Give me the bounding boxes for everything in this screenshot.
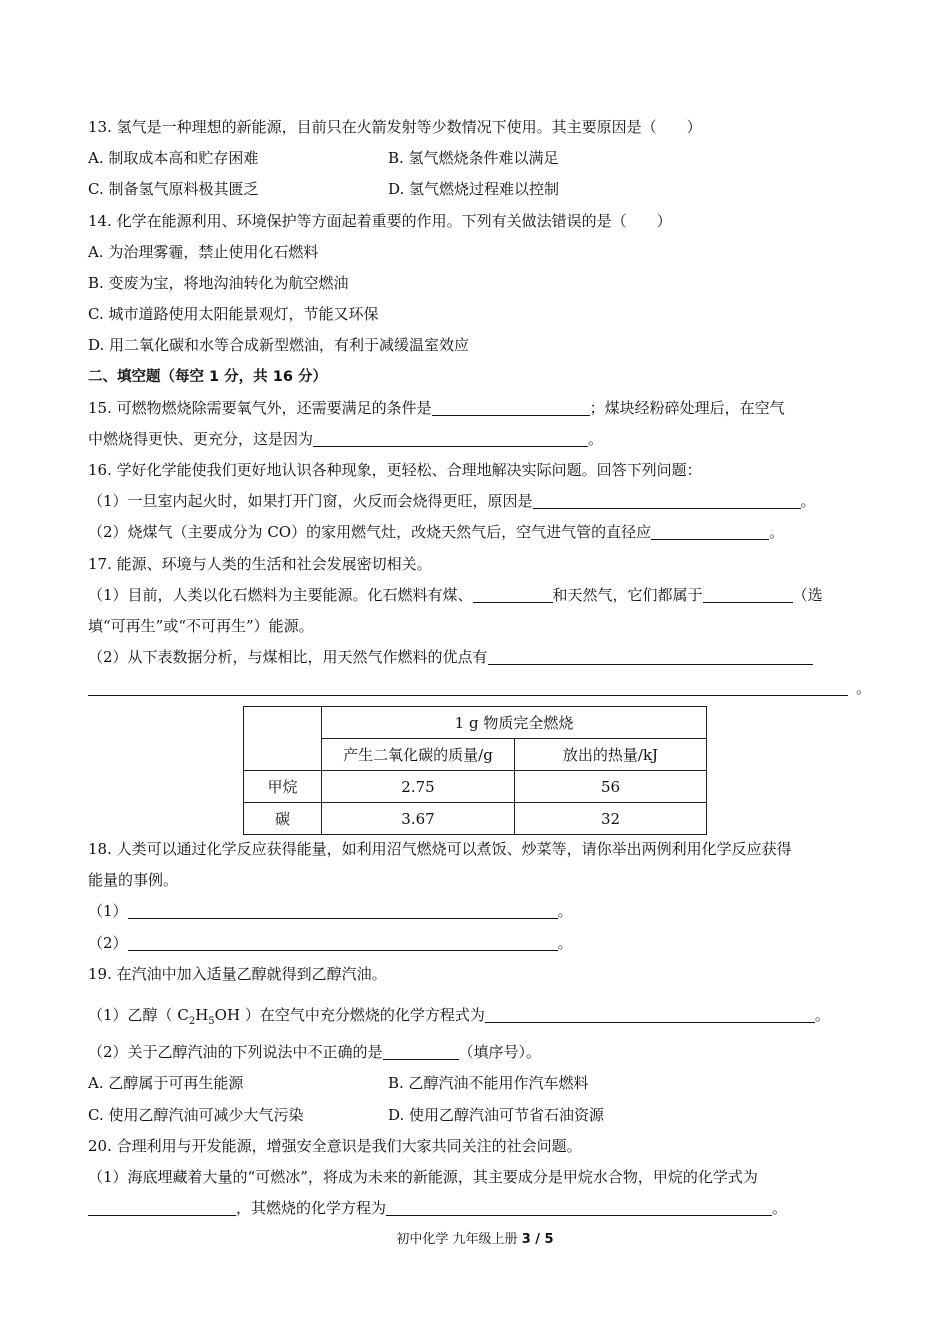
row-label: 甲烷	[244, 771, 322, 803]
option-c: C. 城市道路使用太阳能景观灯，节能又环保	[88, 305, 379, 324]
answer-blank[interactable]	[473, 584, 553, 603]
cell-co2: 2.75	[322, 771, 515, 803]
question-19-part-1-text: （1）乙醇（	[88, 1005, 173, 1024]
option-c: C. 制备氢气原料极其匮乏	[88, 180, 259, 199]
question-20-part-1-end: 。	[772, 1199, 788, 1218]
question-19-part-2-text-2: （填序号）。	[458, 1043, 542, 1062]
table-row	[244, 803, 707, 835]
question-20-part-1-cont	[88, 1193, 868, 1224]
question-15-text-2: ；煤块经粉碎处理后，在空气	[589, 398, 785, 417]
question-17-part-2	[88, 642, 868, 673]
part-end: 。	[557, 933, 573, 952]
cell-heat: 32	[515, 803, 707, 835]
question-15-text-3: 中燃烧得更快、更充分，这是因为	[88, 429, 314, 448]
question-17-part-2-text: （2）从下表数据分析，与煤相比，用天然气作燃料的优点有	[88, 648, 488, 667]
option-b: B. 乙醇汽油不能用作汽车燃料	[388, 1074, 589, 1093]
question-19-part-2-text: （2）关于乙醇汽油的下列说法中不正确的是	[88, 1043, 383, 1062]
answer-blank[interactable]	[128, 932, 558, 951]
question-17-part-2-cont	[88, 673, 872, 704]
cell-heat: 56	[515, 771, 707, 803]
row-label: 碳	[244, 803, 322, 835]
cell-co2: 3.67	[322, 803, 515, 835]
question-13-options-row-1	[88, 143, 868, 174]
question-19-options-row-2	[88, 1100, 868, 1131]
answer-blank[interactable]	[88, 1197, 236, 1216]
answer-blank[interactable]	[313, 428, 588, 447]
option-d: D. 使用乙醇汽油可节省石油资源	[388, 1105, 605, 1124]
formula-h: H	[195, 1005, 209, 1024]
option-b: B. 变废为宝，将地沟油转化为航空燃油	[88, 273, 349, 292]
option-a: A. 为治理雾霾，禁止使用化石燃料	[88, 242, 319, 261]
question-15-line-1	[88, 393, 868, 424]
question-15-text-1: 15. 可燃物燃烧除需要氧气外，还需要满足的条件是	[88, 398, 432, 417]
question-14-stem: 14. 化学在能源利用、环境保护等方面起着重要的作用。下列有关做法错误的是（ ）	[88, 211, 672, 230]
formula-sub-2: 2	[188, 1015, 196, 1027]
question-13-stem: 13. 氢气是一种理想的新能源，目前只在火箭发射等少数情况下使用。其主要原因是（ ）	[88, 118, 702, 136]
question-17-part-1-cont: 填“可再生”或“不可再生”）能源。	[88, 617, 314, 635]
option-a: A. 乙醇属于可再生能源	[88, 1074, 244, 1093]
question-18-part-2	[88, 928, 868, 959]
question-16-stem: 16. 学好化学能使我们更好地认识各种现象，更轻松、合理地解决实际问题。回答下列问题：	[88, 461, 702, 480]
question-16-part-1-text: （1）一旦室内起火时，如果打开门窗，火反而会烧得更旺，原因是	[88, 492, 533, 511]
answer-blank[interactable]	[488, 646, 813, 665]
page-number: 3 / 5	[521, 1232, 554, 1247]
combustion-data-table	[243, 706, 707, 835]
answer-blank[interactable]	[651, 521, 769, 540]
question-16-part-2	[88, 517, 868, 548]
question-18-line-1: 18. 人类可以通过化学反应获得能量，如利用沼气燃烧可以煮饭、炒菜等，请你举出两例利用化学反应获得	[88, 840, 792, 858]
question-19-part-2	[88, 1037, 868, 1068]
question-19-part-1-end: 。	[814, 1005, 830, 1024]
formula-oh: OH	[214, 1005, 241, 1024]
question-16-part-2-end: 。	[769, 523, 785, 542]
formula-c: C	[177, 1005, 189, 1024]
section-2-heading: 二、填空题（每空 1 分，共 16 分）	[88, 368, 327, 385]
question-16-part-1	[88, 486, 868, 517]
question-19-part-1	[88, 1000, 868, 1031]
answer-blank[interactable]	[383, 1041, 459, 1060]
question-19-stem: 19. 在汽油中加入适量乙醇就得到乙醇汽油。	[88, 964, 387, 983]
question-15-line-2	[88, 424, 868, 455]
option-d: D. 氢气燃烧过程难以控制	[388, 180, 560, 199]
question-18-line-2: 能量的事例。	[88, 871, 179, 890]
part-label: （2）	[88, 933, 128, 952]
answer-blank[interactable]	[533, 490, 801, 509]
question-20-part-1-text: ，其燃烧的化学方程为	[236, 1199, 387, 1218]
question-17-part-2-end: 。	[856, 679, 872, 698]
part-label: （1）	[88, 902, 128, 921]
question-18-part-1	[88, 896, 868, 927]
exam-page-lower	[88, 834, 868, 1224]
question-17-part-1-text-2: 和天然气，它们都属于	[552, 585, 703, 604]
table-group-header: 1 g 物质完全燃烧	[322, 707, 707, 739]
footer-text: 初中化学 九年级上册	[396, 1232, 522, 1247]
answer-blank[interactable]	[703, 584, 793, 603]
ethanol-formula	[177, 1005, 241, 1027]
option-c: C. 使用乙醇汽油可减少大气污染	[88, 1105, 304, 1124]
question-20-part-1: （1）海底埋藏着大量的“可燃冰”，将成为未来的新能源，其主要成分是甲烷水合物，甲烷的化学式为	[88, 1167, 758, 1186]
answer-blank[interactable]	[485, 1004, 815, 1023]
question-16-part-1-end: 。	[800, 492, 816, 511]
question-17-part-1-text: （1）目前，人类以化石燃料为主要能源。化石燃料有煤、	[88, 585, 473, 604]
question-20-stem: 20. 合理利用与开发能源，增强安全意识是我们大家共同关注的社会问题。	[88, 1136, 582, 1155]
part-end: 。	[557, 902, 573, 921]
answer-blank[interactable]	[432, 397, 590, 416]
question-16-part-2-text: （2）烧煤气（主要成分为 CO）的家用燃气灶，改烧天然气后，空气进气管的直径应	[88, 523, 652, 542]
table-col-header-co2: 产生二氧化碳的质量/g	[322, 739, 515, 771]
answer-blank[interactable]	[128, 900, 558, 919]
answer-blank[interactable]	[386, 1197, 772, 1216]
question-17-part-1-text-3: （选	[792, 585, 823, 604]
question-17-stem: 17. 能源、环境与人类的生活和社会发展密切相关。	[88, 554, 432, 573]
question-13-options-row-2	[88, 174, 868, 205]
option-a: A. 制取成本高和贮存困难	[88, 149, 259, 168]
question-19-part-1-text-2: ）在空气中充分燃烧的化学方程式为	[244, 1005, 485, 1024]
exam-page	[88, 112, 872, 705]
table-corner-cell	[244, 707, 322, 771]
formula-sub-5: 5	[208, 1015, 215, 1027]
table-col-header-heat: 放出的热量/kJ	[515, 739, 707, 771]
question-17-part-1	[88, 580, 868, 611]
table-header-row	[244, 707, 707, 739]
table-row	[244, 771, 707, 803]
question-19-options-row-1	[88, 1068, 868, 1099]
option-b: B. 氢气燃烧条件难以满足	[388, 149, 559, 168]
page-footer	[0, 1228, 950, 1247]
answer-blank[interactable]	[88, 677, 848, 696]
question-15-end: 。	[588, 429, 604, 448]
option-d: D. 用二氧化碳和水等合成新型燃油，有利于减缓温室效应	[88, 336, 470, 355]
